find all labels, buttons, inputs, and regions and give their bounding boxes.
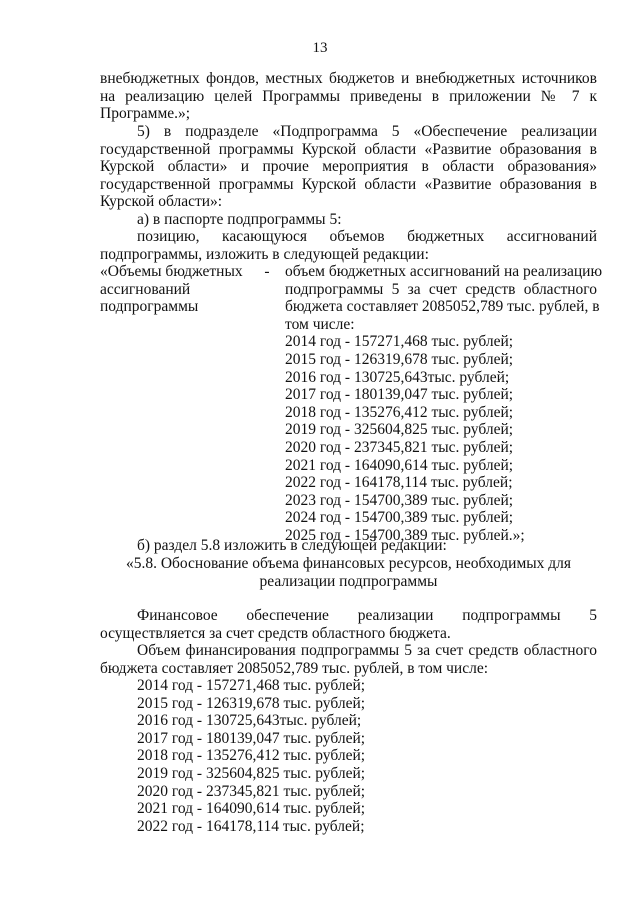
passport-right-line: объем бюджетных ассигнований на реализацию — [285, 263, 603, 280]
bottom-year-line: 2018 год - 135276,412 тыс. рублей; — [137, 747, 366, 765]
page-number: 13 — [312, 40, 328, 56]
passport-year-line: 2025 год - 154700,389 тыс. рублей.»; — [285, 526, 525, 544]
bottom-year-line: 2016 год - 130725,643тыс. рублей; — [137, 712, 362, 730]
intro-line: на реализацию целей Программы приведены в приложении № 7 к — [100, 87, 597, 105]
volume-line: Объем финансирования подпрограммы 5 за счет средств областного — [137, 642, 597, 659]
section-title-line1: «5.8. Обоснование объема финансовых ресурсов, необходимых для — [125, 555, 572, 572]
item5-line: государственной программы Курской области «Развитие образования в — [100, 175, 597, 193]
section-title-line2: реализации подпрограммы — [259, 572, 438, 590]
passport-left-line: подпрограммы — [100, 298, 199, 316]
financing-line: осуществляется за счет средств областного бюджета. — [100, 624, 451, 642]
passport-table — [100, 263, 603, 544]
passport-year-line: 2021 год - 164090,614 тыс. рублей; — [285, 456, 514, 474]
volume-line: бюджета составляет 2085052,789 тыс. рублей, в том числе: — [100, 659, 489, 677]
item5-line: Курской области» и прочие мероприятия в области образования» — [100, 158, 597, 176]
intro-paragraph — [100, 70, 597, 123]
bottom-year-line: 2021 год - 164090,614 тыс. рублей; — [137, 800, 366, 818]
passport-right-line: подпрограммы 5 за счет средств областного — [285, 280, 597, 298]
volume-paragraph — [100, 642, 597, 677]
item5-line: 5) в подразделе «Подпрограмма 5 «Обеспечение реализации — [137, 123, 597, 140]
bottom-year-line: 2014 год - 157271,468 тыс. рублей; — [137, 677, 366, 694]
passport-left-line: ассигнований — [100, 280, 191, 298]
passport-year-line: 2019 год - 325604,825 тыс. рублей; — [285, 421, 514, 439]
item-a — [100, 211, 597, 229]
bottom-year-line: 2022 год - 164178,114 тыс. рублей; — [137, 817, 365, 835]
position-paragraph — [100, 228, 597, 263]
passport-right-column — [285, 263, 603, 545]
passport-year-line: 2020 год - 237345,821 тыс. рублей; — [285, 438, 514, 456]
item-a-text: а) в паспорте подпрограммы 5: — [137, 211, 342, 228]
bottom-year-line: 2015 год - 126319,678 тыс. рублей; — [137, 694, 366, 712]
bottom-year-line: 2020 год - 237345,821 тыс. рублей; — [137, 782, 366, 800]
passport-year-line: 2016 год - 130725,643тыс. рублей; — [285, 368, 510, 386]
passport-dash: - — [264, 263, 270, 280]
passport-left-line: «Объемы бюджетных — [100, 263, 243, 280]
passport-right-line: бюджета составляет 2085052,789 тыс. рублей, в — [285, 298, 600, 316]
passport-year-line: 2017 год - 180139,047 тыс. рублей; — [285, 386, 514, 404]
item-b — [100, 537, 597, 555]
item-b-text: б) раздел 5.8 изложить в следующей редакции: — [137, 537, 447, 554]
bottom-year-line: 2017 год - 180139,047 тыс. рублей; — [137, 729, 366, 747]
bottom-year-list — [137, 677, 597, 835]
intro-line: внебюджетных фондов, местных бюджетов и внебюджетных источников — [100, 70, 597, 87]
passport-year-line: 2014 год - 157271,468 тыс. рублей; — [285, 333, 514, 351]
passport-right-line: том числе: — [285, 315, 355, 333]
intro-line: Программе.»; — [100, 105, 191, 123]
financing-line: Финансовое обеспечение реализации подпрограммы 5 — [137, 607, 597, 624]
position-line: подпрограммы, изложить в следующей редакции: — [100, 245, 429, 263]
item5-line: государственной программы Курской области «Развитие образования в — [100, 140, 597, 158]
item5-paragraph — [100, 123, 597, 211]
bottom-year-line: 2019 год - 325604,825 тыс. рублей; — [137, 764, 366, 782]
passport-year-line: 2023 год - 154700,389 тыс. рублей; — [285, 491, 514, 509]
financing-paragraph — [100, 607, 597, 642]
section-title — [100, 555, 597, 590]
passport-year-line: 2015 год - 126319,678 тыс. рублей; — [285, 350, 514, 368]
position-line: позицию, касающуюся объемов бюджетных ассигнований — [137, 228, 597, 245]
passport-year-line: 2018 год - 135276,412 тыс. рублей; — [285, 403, 514, 421]
passport-year-line: 2024 год - 154700,389 тыс. рублей; — [285, 509, 514, 527]
passport-year-line: 2022 год - 164178,114 тыс. рублей; — [285, 474, 513, 492]
item5-line: Курской области»: — [100, 193, 223, 211]
passport-left-column — [100, 263, 250, 316]
